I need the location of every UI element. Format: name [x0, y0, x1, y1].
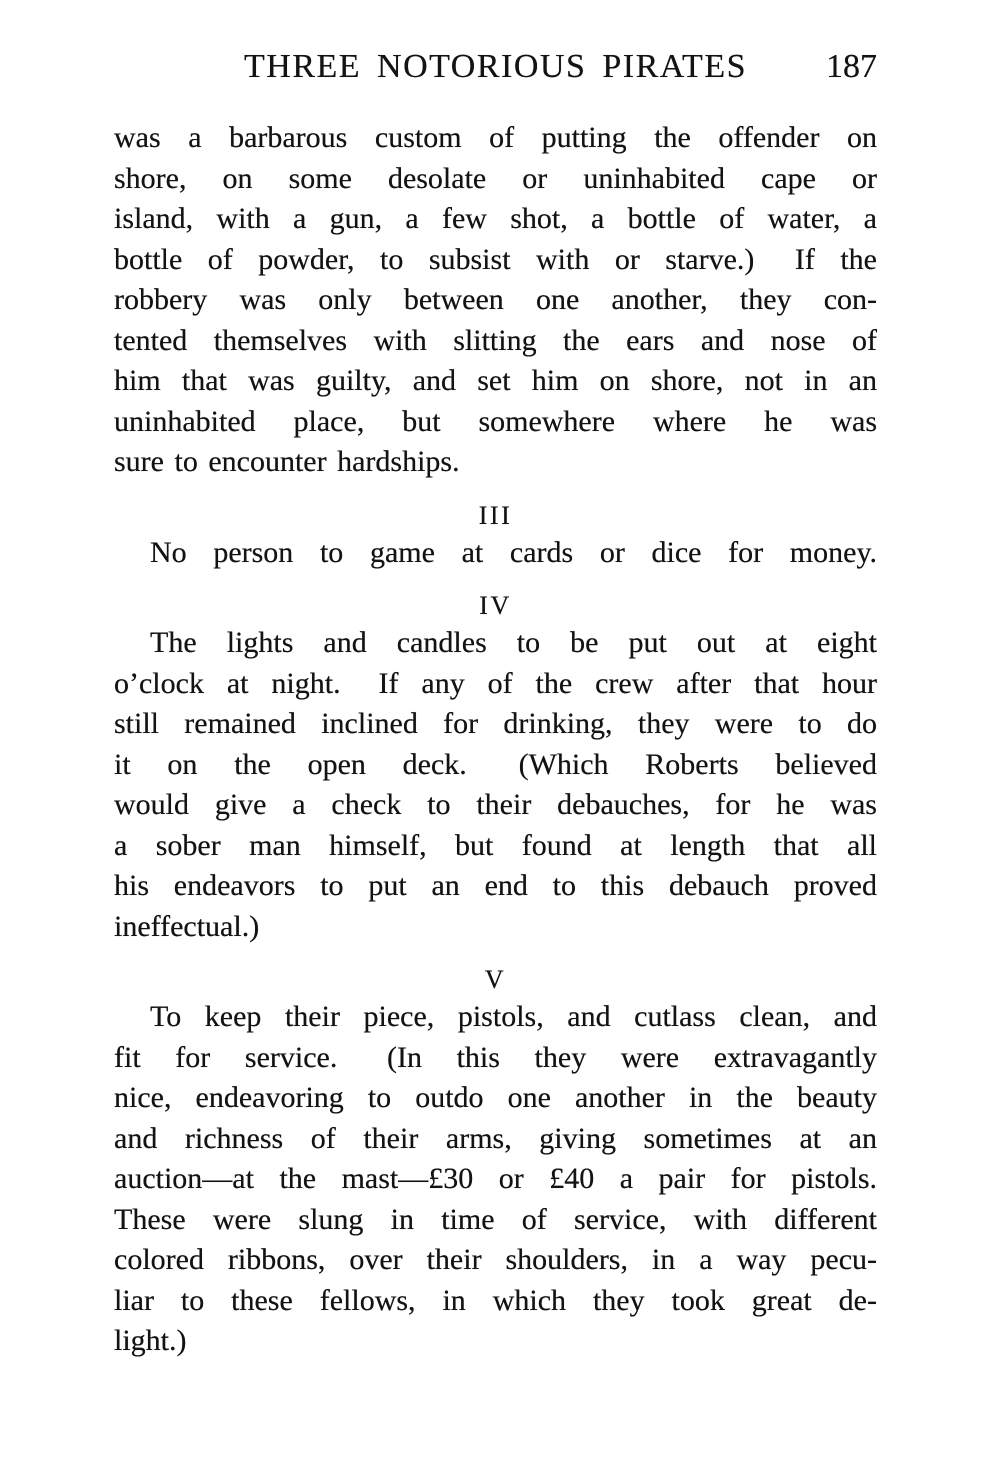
- text-line: sure to encounter hardships.: [114, 445, 460, 478]
- text-line: uninhabited place, but somewhere where he was: [114, 404, 877, 438]
- text-line: liar to these fellows, in which they took great de-: [114, 1283, 877, 1317]
- section-v-paragraph: [114, 997, 877, 1362]
- text-line: was a barbarous custom of putting the offender on: [114, 121, 877, 154]
- section-heading-v: V: [484, 965, 507, 994]
- book-page: [0, 47, 1000, 1475]
- section-iv-paragraph: [114, 623, 877, 947]
- text-line: fit for service. (In this they were extravagantly: [114, 1040, 877, 1074]
- text-line: it on the open deck. (Which Roberts believed: [114, 747, 877, 781]
- text-line: ineffectual.): [114, 909, 260, 943]
- section-heading-iii: III: [478, 500, 513, 530]
- text-line: No person to game at cards or dice for money.: [150, 535, 877, 569]
- section-iii-paragraph: [114, 533, 877, 574]
- text-line: To keep their piece, pistols, and cutlass clean, and: [150, 1000, 877, 1033]
- text-line: would give a check to their debauches, for he was: [114, 788, 877, 821]
- text-line: auction—at the mast—£30 or £40 a pair for pistols.: [114, 1162, 877, 1195]
- text-line: him that was guilty, and set him on shore, not in an: [114, 364, 877, 397]
- section-iv: [114, 589, 877, 947]
- page-header: [114, 47, 877, 87]
- text-line: The lights and candles to be put out at eight: [150, 626, 877, 659]
- text-line: nice, endeavoring to outdo one another in the beauty: [114, 1081, 877, 1114]
- text-line: still remained inclined for drinking, they were to do: [114, 707, 877, 740]
- text-column: [114, 118, 877, 1362]
- paragraph-continuation: [114, 118, 877, 483]
- text-line: robbery was only between one another, they con-: [114, 283, 877, 316]
- text-line: bottle of powder, to subsist with or starve.) If the: [114, 242, 877, 276]
- section-iii: [114, 499, 877, 574]
- text-line: o’clock at night. If any of the crew after that hour: [114, 666, 877, 700]
- section-v: [114, 963, 877, 1362]
- text-line: island, with a gun, a few shot, a bottle of water, a: [114, 202, 877, 235]
- text-line: tented themselves with slitting the ears and nose of: [114, 323, 877, 357]
- running-title: THREE NOTORIOUS PIRATES: [243, 48, 748, 85]
- text-line: shore, on some desolate or uninhabited cape or: [114, 161, 877, 195]
- page-number: 187: [826, 48, 877, 85]
- text-line: his endeavors to put an end to this debauch proved: [114, 869, 877, 902]
- text-line: These were slung in time of service, with different: [114, 1202, 877, 1236]
- text-line: light.): [114, 1324, 187, 1357]
- text-line: colored ribbons, over their shoulders, in a way pecu-: [114, 1243, 877, 1276]
- section-heading-iv: IV: [479, 591, 512, 620]
- text-line: and richness of their arms, giving sometimes at an: [114, 1121, 877, 1155]
- text-line: a sober man himself, but found at length that all: [114, 828, 877, 862]
